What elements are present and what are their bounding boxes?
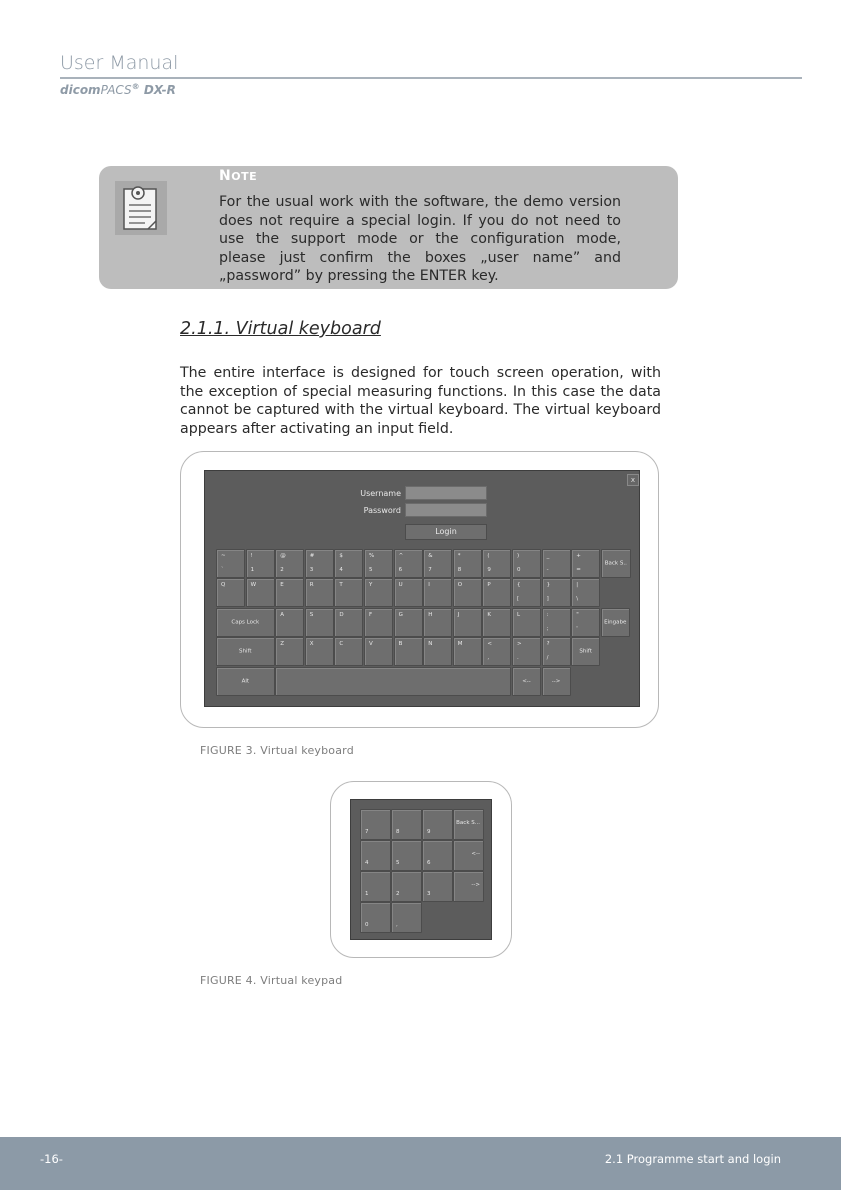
product-name-part2: PACS <box>100 83 132 97</box>
key-bottom-label: = <box>576 567 581 573</box>
key-bottom-label: \ <box>576 596 579 602</box>
key-symbol[interactable] <box>512 637 541 666</box>
key-top-label: } <box>546 582 551 588</box>
key-label: A <box>280 612 284 618</box>
key-top-label: ( <box>487 553 490 559</box>
keypad-key-label: 4 <box>365 860 369 866</box>
product-name-part3: DX-R <box>139 83 176 97</box>
key-v[interactable] <box>364 637 393 666</box>
keypad-key-6[interactable] <box>422 840 453 871</box>
key-f[interactable] <box>364 608 393 637</box>
key-bottom-label: 0 <box>517 567 521 573</box>
key-label: Shift <box>579 648 592 654</box>
key-label: U <box>398 582 403 588</box>
key-label: G <box>398 612 403 618</box>
key-top-label: ~ <box>221 553 226 559</box>
key-y[interactable] <box>364 578 393 607</box>
key-top-label: & <box>428 553 433 559</box>
key-label: I <box>428 582 430 588</box>
key-label: C <box>339 641 344 647</box>
key-p[interactable] <box>482 578 511 607</box>
keypad-key-label: 7 <box>365 829 369 835</box>
key-top-label: | <box>576 582 579 588</box>
password-field[interactable] <box>405 503 487 517</box>
key-u[interactable] <box>394 578 423 607</box>
key-label: Z <box>280 641 284 647</box>
key-bottom-label: 1 <box>250 567 255 573</box>
key-symbol[interactable] <box>246 549 275 578</box>
key-k[interactable] <box>482 608 511 637</box>
key-w[interactable] <box>246 578 275 607</box>
key-symbol[interactable] <box>512 578 541 607</box>
key-symbol[interactable] <box>571 608 600 637</box>
key-label: Shift <box>239 648 252 654</box>
header-rule <box>60 77 802 79</box>
key-label: H <box>428 612 433 618</box>
key-symbol[interactable] <box>334 549 363 578</box>
note-title <box>219 168 257 184</box>
key-label: Eingabe <box>604 619 627 625</box>
key-top-label: " <box>576 612 579 618</box>
key-bottom-label: 3 <box>309 567 314 573</box>
keypad-key-8[interactable] <box>391 809 422 840</box>
key-label: W <box>250 582 257 588</box>
key-top-label: $ <box>339 553 343 559</box>
key-d[interactable] <box>334 608 363 637</box>
keypad-key-7[interactable] <box>360 809 391 840</box>
key-label: Q <box>221 582 226 588</box>
key-q[interactable] <box>216 578 245 607</box>
keypad-key-label: 5 <box>396 860 400 866</box>
key-bottom-label: ` <box>221 567 224 573</box>
key-h[interactable] <box>423 608 452 637</box>
key-x[interactable] <box>305 637 334 666</box>
virtual-keypad-screenshot <box>350 799 492 940</box>
key-symbol[interactable] <box>394 549 423 578</box>
login-button[interactable]: Login <box>405 524 487 540</box>
keypad-key-back-s[interactable] <box>453 809 484 840</box>
keypad-key-symbol[interactable] <box>453 840 484 871</box>
key-label: Back S.. <box>604 560 627 566</box>
key-label: P <box>487 582 491 588</box>
keypad-key-label: 2 <box>396 891 400 897</box>
key-top-label: # <box>309 553 315 559</box>
key-bottom-label: / <box>546 655 549 661</box>
key-back-s[interactable] <box>601 549 631 578</box>
keypad-key-label: 6 <box>427 860 431 866</box>
key-symbol[interactable] <box>364 549 393 578</box>
keypad-key-label: <-- <box>471 851 480 857</box>
key-top-label: ^ <box>398 553 404 559</box>
key-label: Caps Lock <box>231 619 260 625</box>
key-symbol[interactable] <box>305 549 334 578</box>
key-label: R <box>309 582 314 588</box>
key-label: <-- <box>522 678 531 684</box>
key-label: D <box>339 612 344 618</box>
key-top-label: { <box>517 582 521 588</box>
key-label: K <box>487 612 491 618</box>
keypad-key-9[interactable] <box>422 809 453 840</box>
key-bottom-label: - <box>546 567 549 573</box>
manual-title: User Manual <box>60 52 179 74</box>
key-s[interactable] <box>305 608 334 637</box>
key-symbol[interactable] <box>571 549 600 578</box>
note-title-initial: N <box>219 168 232 184</box>
key-bottom-label: ; <box>546 626 549 632</box>
keypad-key-label: 9 <box>427 829 431 835</box>
key-alt[interactable] <box>216 667 275 696</box>
key-bottom-label: 8 <box>457 567 462 573</box>
key-top-label: @ <box>280 553 286 559</box>
key-top-label: ? <box>546 641 550 647</box>
key-label: X <box>309 641 314 647</box>
key-c[interactable] <box>334 637 363 666</box>
keypad-key-1[interactable] <box>360 871 391 902</box>
username-label: Username <box>360 489 401 498</box>
key-label: T <box>339 582 343 588</box>
section-heading: 2.1.1. Virtual keyboard <box>180 319 381 339</box>
keypad-key-0[interactable] <box>360 902 391 933</box>
key-caps-lock[interactable] <box>216 608 275 637</box>
key-i[interactable] <box>423 578 452 607</box>
key-j[interactable] <box>453 608 482 637</box>
key-top-label: % <box>369 553 375 559</box>
virtual-keyboard-screenshot <box>204 470 640 707</box>
keypad-key-label: , <box>396 922 398 928</box>
keypad-key-3[interactable] <box>422 871 453 902</box>
keypad-key-label: Back S... <box>456 820 480 826</box>
key-e[interactable] <box>275 578 304 607</box>
key-symbol[interactable] <box>571 578 600 607</box>
key-bottom-label: ' <box>576 626 578 632</box>
product-name <box>60 82 176 97</box>
key-symbol[interactable] <box>453 549 482 578</box>
product-name-part1: dicom <box>60 83 101 97</box>
key-z[interactable] <box>275 637 304 666</box>
key-symbol[interactable] <box>542 667 571 696</box>
key-label: O <box>457 582 463 588</box>
key-top-label: < <box>487 641 492 647</box>
key-n[interactable] <box>423 637 452 666</box>
key-space[interactable] <box>275 667 511 696</box>
page-number: -16- <box>40 1152 63 1166</box>
key-symbol[interactable] <box>216 549 245 578</box>
note-document-icon <box>115 181 167 235</box>
key-label: Y <box>369 582 373 588</box>
key-label: S <box>309 612 314 618</box>
key-symbol[interactable] <box>542 637 571 666</box>
note-text: For the usual work with the software, the demo version does not require a special login. If you do not need to use the support mode or the configuration mode, please just confirm the boxes „user name” and „password” by pressing the ENTER key. <box>219 194 621 284</box>
key-l[interactable] <box>512 608 541 637</box>
key-top-label: : <box>546 612 549 618</box>
key-bottom-label: . <box>517 655 519 661</box>
keypad-key-label: --> <box>471 882 480 888</box>
key-symbol[interactable] <box>542 549 571 578</box>
figure-4-caption: FIGURE 4. Virtual keypad <box>200 974 343 987</box>
key-label: B <box>398 641 403 647</box>
key-label: F <box>369 612 373 618</box>
key-top-label: * <box>457 553 461 559</box>
key-top-label: + <box>576 553 581 559</box>
key-label: E <box>280 582 284 588</box>
key-t[interactable] <box>334 578 363 607</box>
keypad-key-label: 3 <box>427 891 431 897</box>
key-r[interactable] <box>305 578 334 607</box>
key-symbol[interactable] <box>482 549 511 578</box>
keypad-key-5[interactable] <box>391 840 422 871</box>
key-bottom-label: [ <box>517 596 520 602</box>
key-symbol[interactable] <box>482 637 511 666</box>
key-a[interactable] <box>275 608 304 637</box>
key-label: M <box>457 641 463 647</box>
key-bottom-label: 9 <box>487 567 491 573</box>
keypad-key-4[interactable] <box>360 840 391 871</box>
key-top-label: _ <box>546 553 550 559</box>
section-body: The entire interface is designed for touch screen operation, with the exception of special measuring functions. In this case the data cannot be captured with the virtual keyboard. The virtual keyboard appears after activating an input field. <box>180 365 661 437</box>
password-label: Password <box>363 506 401 515</box>
key-label: L <box>517 612 521 618</box>
key-bottom-label: , <box>487 655 490 661</box>
key-symbol[interactable] <box>512 549 541 578</box>
key-label: --> <box>551 678 561 684</box>
key-label: V <box>369 641 373 647</box>
key-g[interactable] <box>394 608 423 637</box>
key-bottom-label: 5 <box>369 567 373 573</box>
username-field[interactable] <box>405 486 487 500</box>
key-symbol[interactable] <box>512 667 541 696</box>
keypad-key-label: 0 <box>365 922 369 928</box>
key-top-label: ! <box>250 553 253 559</box>
footer-section: 2.1 Programme start and login <box>604 1152 781 1166</box>
key-bottom-label: 7 <box>428 567 432 573</box>
close-icon[interactable]: x <box>627 474 639 486</box>
key-symbol[interactable] <box>542 608 571 637</box>
key-label: J <box>457 612 460 618</box>
keypad-key-label: 1 <box>365 891 369 897</box>
key-eingabe[interactable] <box>601 608 630 637</box>
key-label: Alt <box>241 678 250 684</box>
key-o[interactable] <box>453 578 482 607</box>
key-m[interactable] <box>453 637 482 666</box>
key-bottom-label: 6 <box>398 567 403 573</box>
keypad-key-symbol[interactable] <box>453 871 484 902</box>
key-shift[interactable] <box>571 637 600 666</box>
keypad-key-label: 8 <box>396 829 400 835</box>
key-top-label: > <box>517 641 522 647</box>
key-symbol[interactable] <box>423 549 452 578</box>
key-bottom-label: ] <box>546 596 549 602</box>
registered-mark: ® <box>131 82 140 91</box>
key-bottom-label: 4 <box>339 567 343 573</box>
key-shift[interactable] <box>216 637 275 666</box>
note-title-rest: OTE <box>231 170 258 183</box>
key-label: N <box>428 641 433 647</box>
figure-3-caption: FIGURE 3. Virtual keyboard <box>200 744 354 757</box>
key-symbol[interactable] <box>542 578 571 607</box>
keypad-key-symbol[interactable] <box>391 902 422 933</box>
key-bottom-label: 2 <box>280 567 284 573</box>
key-symbol[interactable] <box>275 549 304 578</box>
keypad-key-2[interactable] <box>391 871 422 902</box>
key-top-label: ) <box>517 553 520 559</box>
key-b[interactable] <box>394 637 423 666</box>
